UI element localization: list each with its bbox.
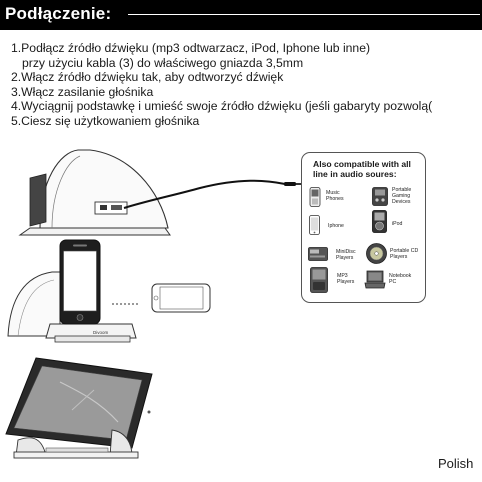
ipod-icon (372, 210, 387, 233)
device-label-music-phones: Music Phones (326, 190, 344, 202)
instruction-step-5: 5.Ciesz się użytkowaniem głośnika (11, 113, 200, 128)
minidisc-player-icon (308, 247, 328, 261)
instruction-step-1: 1.Podłącz źródło dźwięku (mp3 odtwarzacz, iPod, Iphone lub inne) (11, 41, 371, 55)
speaker-cable-illustration (0, 140, 310, 240)
device-label-minidisc: MiniDisc Players (336, 249, 356, 261)
cd-player-icon (366, 243, 387, 264)
instruction-step-1-continued: przy użyciu kabla (3) do właściwego gniazda 3,5mm (22, 55, 304, 70)
language-label: Polish (438, 456, 474, 471)
device-label-notebook: Notebook PC (389, 273, 412, 285)
speaker-iphone-dock-illustration (0, 238, 220, 350)
device-label-cd-player: Portable CD Players (390, 248, 419, 260)
section-title: Podłączenie: (5, 4, 112, 23)
device-label-iphone: Iphone (328, 223, 344, 229)
header-rule (128, 14, 480, 15)
mp3-player-icon (310, 267, 328, 293)
compatibility-box (301, 152, 426, 303)
device-label-ipod: iPod (392, 221, 403, 227)
compatibility-title: Also compatible with all line in audio soures: (313, 159, 411, 179)
section-header-bar (0, 0, 482, 30)
instruction-step-4: 4.Wyciągnij podstawkę i umieść swoje źródło dźwięku (jeśli gabaryty pozwolą( (11, 99, 433, 114)
instruction-step-3: 3.Włącz zasilanie głośnika (11, 84, 154, 99)
music-phone-icon (309, 187, 321, 207)
notebook-pc-icon (364, 270, 386, 289)
gaming-device-icon (372, 187, 388, 206)
dock-logo: Divoom (93, 330, 109, 335)
instruction-list (11, 41, 432, 129)
iphone-icon (309, 215, 320, 235)
speaker-tablet-illustration (0, 352, 160, 464)
instruction-step-2: 2.Włącz źródło dźwięku tak, aby odtworzyć dźwięk (11, 70, 284, 85)
device-label-mp3: MP3 Players (337, 273, 355, 285)
device-label-gaming: Portable Gaming Devices (392, 187, 412, 205)
